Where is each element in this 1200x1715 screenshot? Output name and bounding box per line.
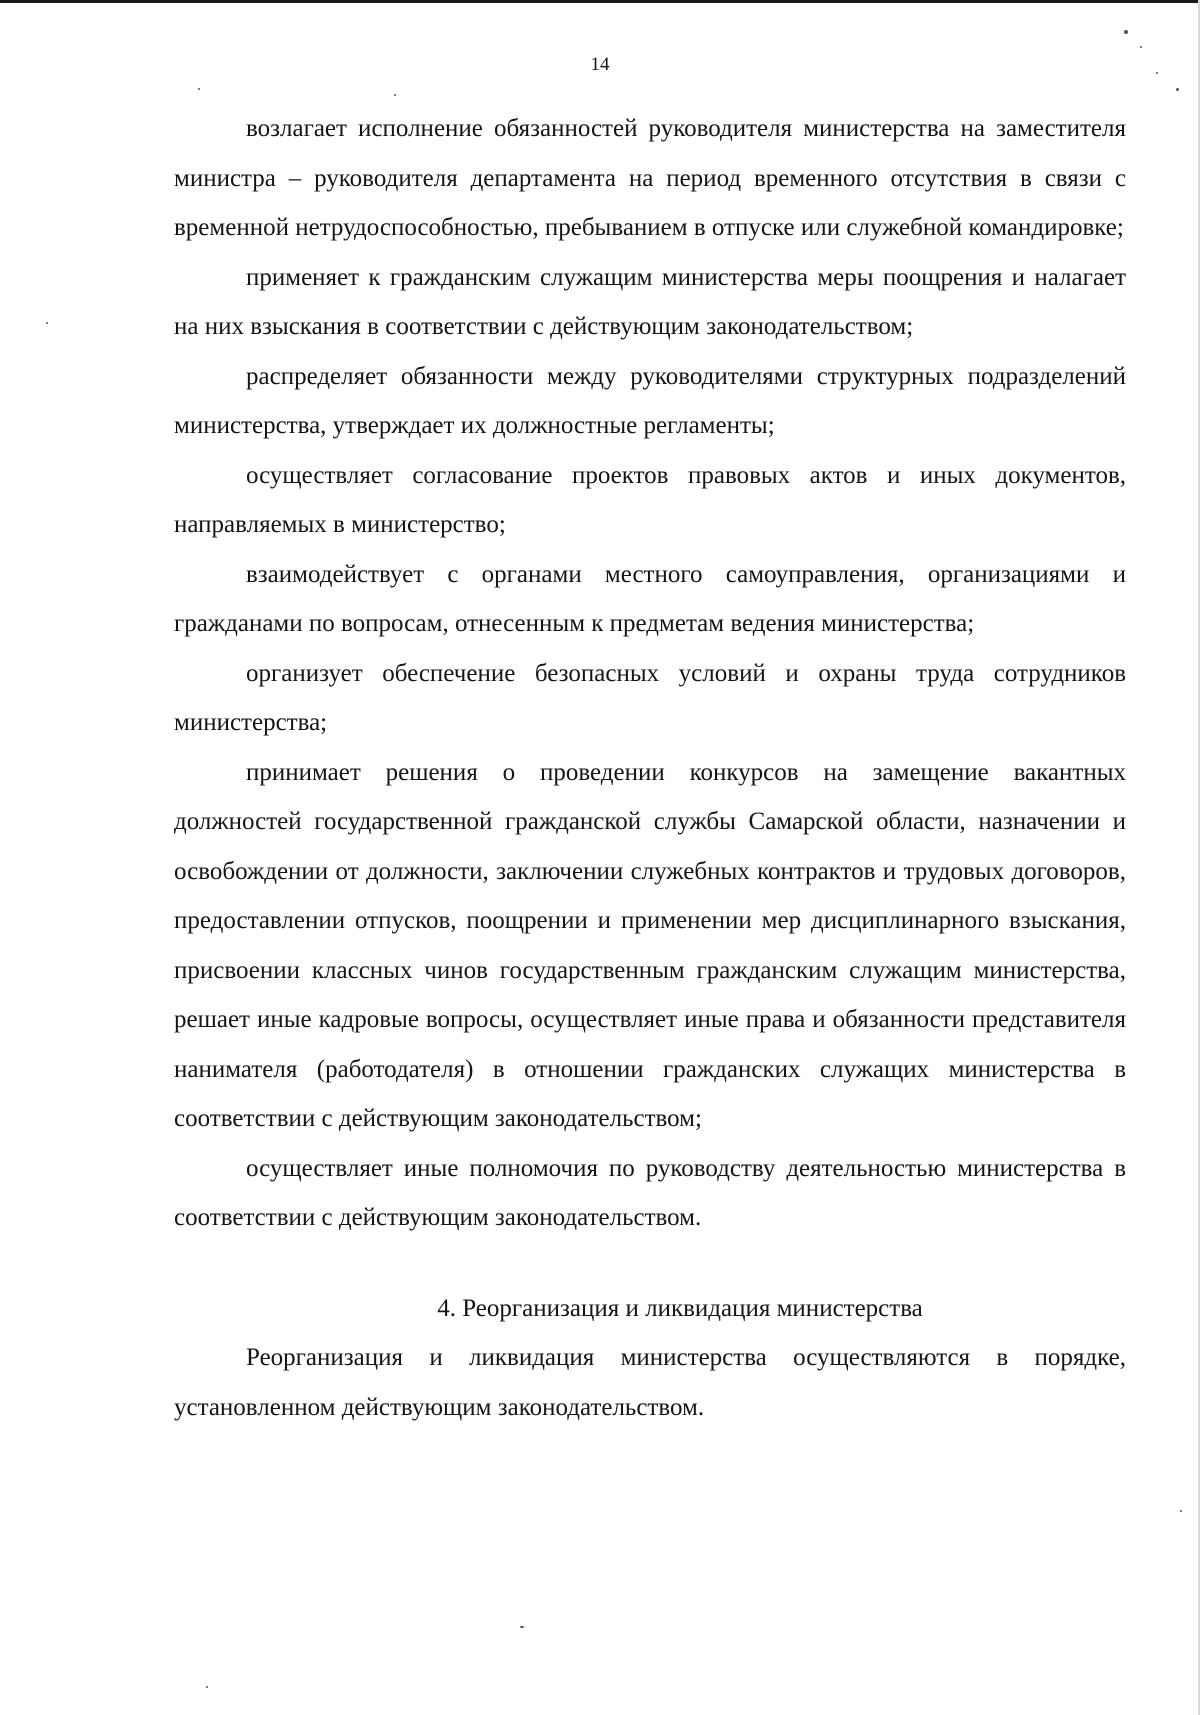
body-paragraph: возлагает исполнение обязанностей руководителя министерства на заместителя министра – руководителя департамента на период временного отсутствия в связи с временной нетрудоспособностью, пребыванием в отпуске или служебной командировке; (174, 115, 1126, 241)
document-body (174, 104, 1126, 1432)
scan-speck (1180, 1510, 1182, 1512)
scan-speck (520, 1626, 524, 1628)
scan-speck (46, 322, 48, 324)
body-paragraph: распределяет обязанности между руководителями структурных подразделений министерства, утверждает их должностные регламенты; (174, 362, 1126, 439)
scan-speck (1176, 88, 1179, 91)
body-paragraph: осуществляет согласование проектов правовых актов и иных документов, направляемых в министерство; (174, 461, 1126, 538)
scan-speck (1124, 30, 1128, 34)
page-number: 14 (590, 54, 610, 75)
section-heading: 4. Реорганизация и ликвидация министерства (437, 1294, 923, 1322)
body-paragraph: организует обеспечение безопасных условий и охраны труда сотрудников министерства; (174, 659, 1126, 736)
scan-top-edge (0, 0, 1200, 3)
scan-speck (394, 94, 396, 96)
scan-speck (1140, 46, 1142, 48)
body-paragraph: осуществляет иные полномочия по руководству деятельностью министерства в соответствии с действующим законодательством. (174, 1154, 1126, 1231)
scan-speck (206, 1686, 208, 1688)
section-paragraph: Реорганизация и ликвидация министерства осуществляются в порядке, установленном действующим законодательством. (174, 1344, 1126, 1421)
body-paragraph: взаимодействует с органами местного самоуправления, организациями и гражданами по вопросам, отнесенным к предметам ведения министерства; (174, 560, 1126, 637)
scan-speck (198, 88, 200, 90)
body-paragraph: принимает решения о проведении конкурсов на замещение вакантных должностей государственной гражданской службы Самарской области, назначении и освобождении от должности, заключении служебных контрактов и трудовых договоров, предоставлении отпусков, поощрении и применении мер дисциплинарного взыскания, присвоении классных чинов государственным гражданским служащим министерства, решает иные кадровые вопросы, осуществляет иные права и обязанности представителя нанимателя (работодателя) в отношении гражданских служащих министерства в соответствии с действующим законодательством; (174, 758, 1126, 1132)
body-paragraph: применяет к гражданским служащим министерства меры поощрения и налагает на них взыскания в соответствии с действующим законодательством; (174, 263, 1126, 340)
